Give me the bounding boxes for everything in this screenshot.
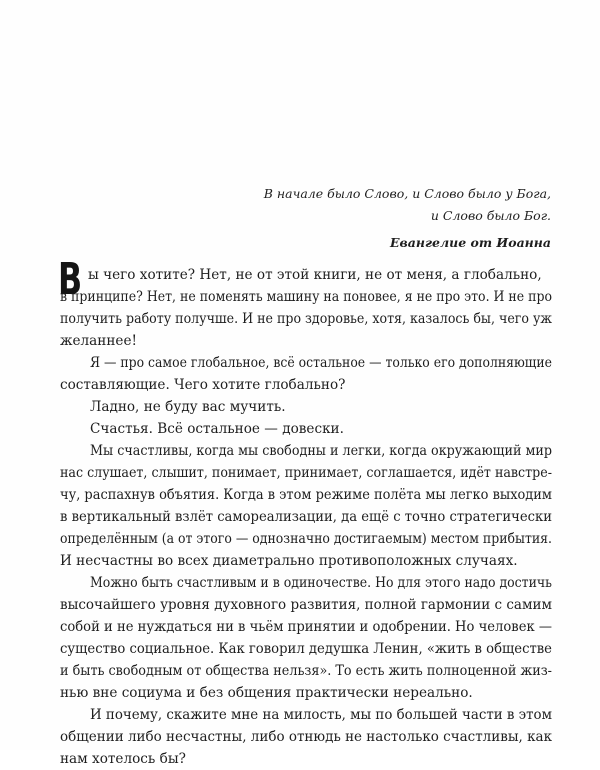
text-line: высочайшего уровня духовного развития, полной гармонии с самим <box>60 597 552 613</box>
epigraph-source: Евангелие от Иоанна <box>390 235 551 250</box>
text-line: И несчастны во всех диаметрально противоположных случаях. <box>60 553 518 569</box>
text-line: в принципе? Нет, не поменять машину на поновее, я не про это. И не про <box>60 289 552 305</box>
epigraph <box>240 183 551 253</box>
text-line: Ладно, не буду вас мучить. <box>90 399 286 415</box>
text-line: желаннее! <box>60 333 137 349</box>
text-line: нам хотелось бы? <box>60 751 186 767</box>
text-line: существо социальное. Как говорил дедушка Ленин, «жить в обществе <box>60 641 552 657</box>
body-text <box>60 264 552 770</box>
text-line: определённым (а от этого — однозначно достигаемым) местом прибытия. <box>60 531 552 547</box>
text-line: нью вне социума и без общения практически нереально. <box>60 685 473 701</box>
text-line: И почему, скажите мне на милость, мы по большей части в этом <box>90 707 552 723</box>
text-line: Я — про самое глобальное, всё остальное — только его дополняющие <box>90 355 552 371</box>
text-line: общении либо несчастны, либо отнюдь не настолько счастливы, как <box>60 729 552 745</box>
text-line: собой и не нуждаться ни в чьём принятии и одобрении. Но человек — <box>60 619 552 635</box>
text-line: чу, распахнув объятия. Когда в этом режиме полёта мы легко выходим <box>60 487 552 503</box>
epigraph-line: и Слово было Бог. <box>430 208 551 223</box>
text-line: Можно быть счастливым и в одиночестве. Но для этого надо достичь <box>90 575 552 591</box>
text-line: и быть свободным от общества нельзя». То есть жить полноценной жиз- <box>60 663 552 679</box>
text-line: нас слушает, слышит, понимает, принимает, соглашается, идёт навстре- <box>60 465 552 481</box>
epigraph-line: В начале было Слово, и Слово было у Бога, <box>263 186 551 201</box>
drop-cap: В <box>58 254 83 305</box>
text-line: ы чего хотите? Нет, не от этой книги, не от меня, а глобально, <box>88 267 542 283</box>
text-line: получить работу получше. И не про здоровье, хотя, казалось бы, чего уж <box>60 311 552 327</box>
text-line: составляющие. Чего хотите глобально? <box>60 377 346 393</box>
text-line: Мы счастливы, когда мы свободны и легки, когда окружающий мир <box>90 443 552 459</box>
text-line: Счастья. Всё остальное — довески. <box>90 421 344 437</box>
text-line: в вертикальный взлёт самореализации, да ещё с точно стратегически <box>60 509 552 525</box>
